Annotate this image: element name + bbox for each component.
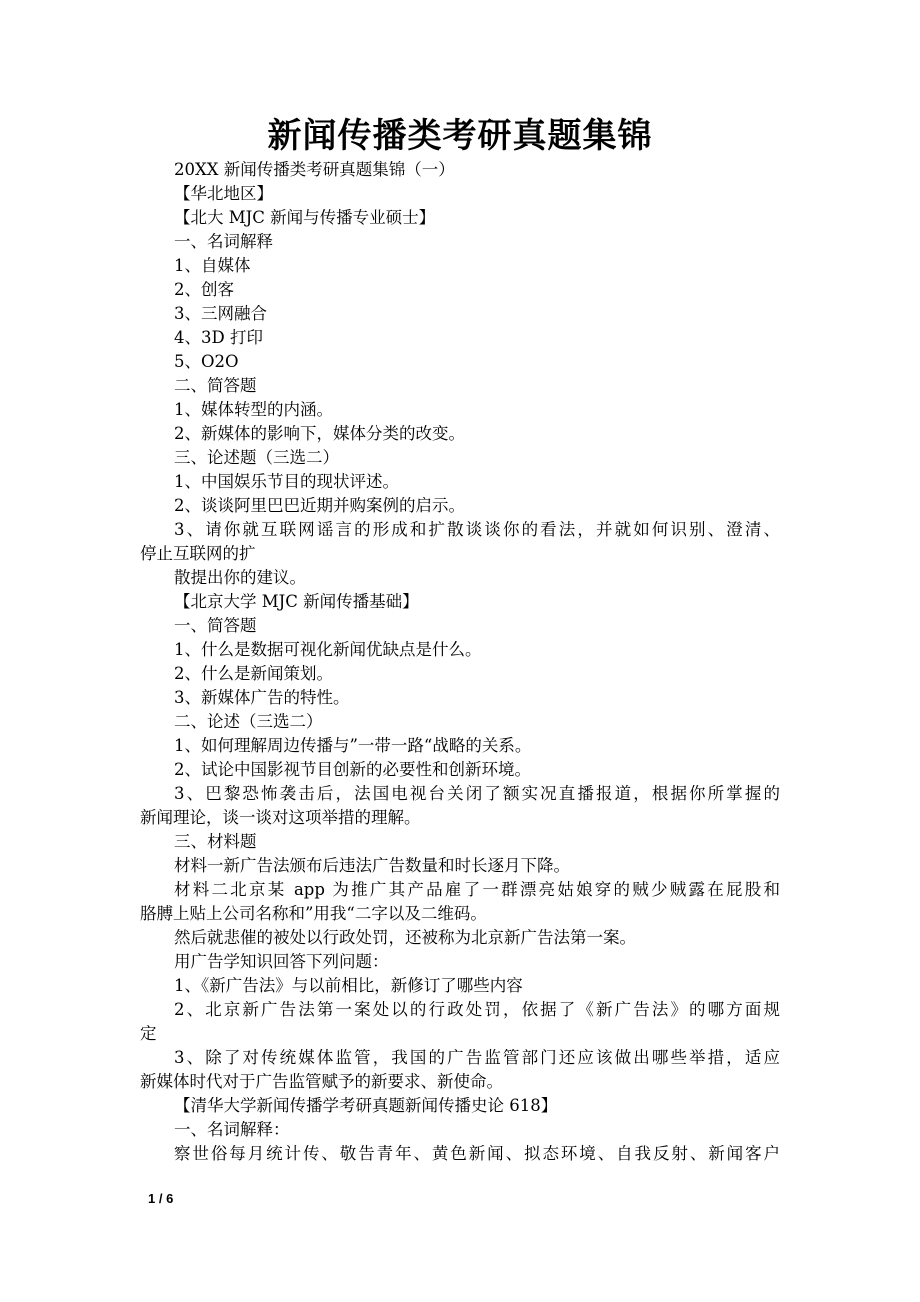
body-line: 1、媒体转型的内涵。: [174, 400, 333, 419]
body-line: 定: [140, 1024, 157, 1043]
body-line: 用广告学知识回答下列问题：: [174, 952, 389, 971]
body-line: 察世俗每月统计传、敬告青年、黄色新闻、拟态环境、自我反射、新闻客户: [174, 1144, 780, 1163]
body-line: 散提出你的建议。: [174, 568, 306, 587]
body-line: 1、中国娱乐节目的现状评述。: [174, 472, 399, 491]
body-line: 【北京大学 MJC 新闻传播基础】: [174, 592, 419, 611]
body-line: 20XX 新闻传播类考研真题集锦（一）: [174, 160, 455, 179]
body-line: 3、请你就互联网谣言的形成和扩散谈谈你的看法，并就如何识别、澄清、: [174, 520, 780, 539]
body-line: 【华北地区】: [174, 184, 273, 203]
body-line: 2、试论中国影视节目创新的必要性和创新环境。: [174, 760, 531, 779]
page-number: 1 / 6: [148, 1191, 174, 1206]
body-line: 二、简答题: [174, 376, 257, 395]
body-line: 三、材料题: [174, 832, 257, 851]
body-line: 材料一新广告法颁布后违法广告数量和时长逐月下降。: [174, 856, 570, 875]
body-line: 胳膊上贴上公司名称和”用我“二字以及二维码。: [140, 904, 487, 923]
body-line: 3、除了对传统媒体监管，我国的广告监管部门还应该做出哪些举措，适应: [174, 1048, 780, 1067]
body-line: 1、《新广告法》与以前相比，新修订了哪些内容: [174, 976, 523, 995]
body-line: 新闻理论，谈一谈对这项举措的理解。: [140, 808, 421, 827]
body-line: 1、什么是数据可视化新闻优缺点是什么。: [174, 640, 482, 659]
body-line: 1、如何理解周边传播与”一带一路“战略的关系。: [174, 736, 532, 755]
body-line: 2、谈谈阿里巴巴近期并购案例的启示。: [174, 496, 465, 515]
body-line: 材料二北京某 app 为推广其产品雇了一群漂亮姑娘穿的贼少贼露在屁股和: [174, 880, 780, 899]
body-line: 3、三网融合: [174, 304, 267, 323]
body-line: 一、简答题: [174, 616, 257, 635]
body-line: 【北大 MJC 新闻与传播专业硕士】: [174, 208, 436, 227]
document-title: 新闻传播类考研真题集锦: [267, 116, 653, 156]
body-line: 二、论述（三选二）: [174, 712, 323, 731]
body-line: 停止互联网的扩: [140, 544, 256, 563]
body-line: 3、新媒体广告的特性。: [174, 688, 350, 707]
body-line: 4、3D 打印: [174, 328, 263, 347]
body-line: 然后就悲催的被处以行政处罚，还被称为北京新广告法第一案。: [174, 928, 636, 947]
body-line: 一、名词解释：: [174, 1120, 290, 1139]
body-line: 3、巴黎恐怖袭击后，法国电视台关闭了额实况直播报道，根据你所掌握的: [174, 784, 780, 803]
body-line: 一、名词解释: [174, 232, 273, 251]
body-line: 2、北京新广告法第一案处以的行政处罚，依据了《新广告法》的哪方面规: [174, 1000, 780, 1019]
body-line: 5、O2O: [174, 352, 239, 371]
document-body: [140, 158, 780, 1166]
body-line: 2、新媒体的影响下，媒体分类的改变。: [174, 424, 465, 443]
body-line: 2、创客: [174, 280, 234, 299]
body-line: 新媒体时代对于广告监管赋予的新要求、新使命。: [140, 1072, 503, 1091]
body-line: 三、论述题（三选二）: [174, 448, 339, 467]
body-line: 2、什么是新闻策划。: [174, 664, 333, 683]
body-line: 【清华大学新闻传播学考研真题新闻传播史论 618】: [174, 1096, 558, 1115]
body-line: 1、自媒体: [174, 256, 251, 275]
